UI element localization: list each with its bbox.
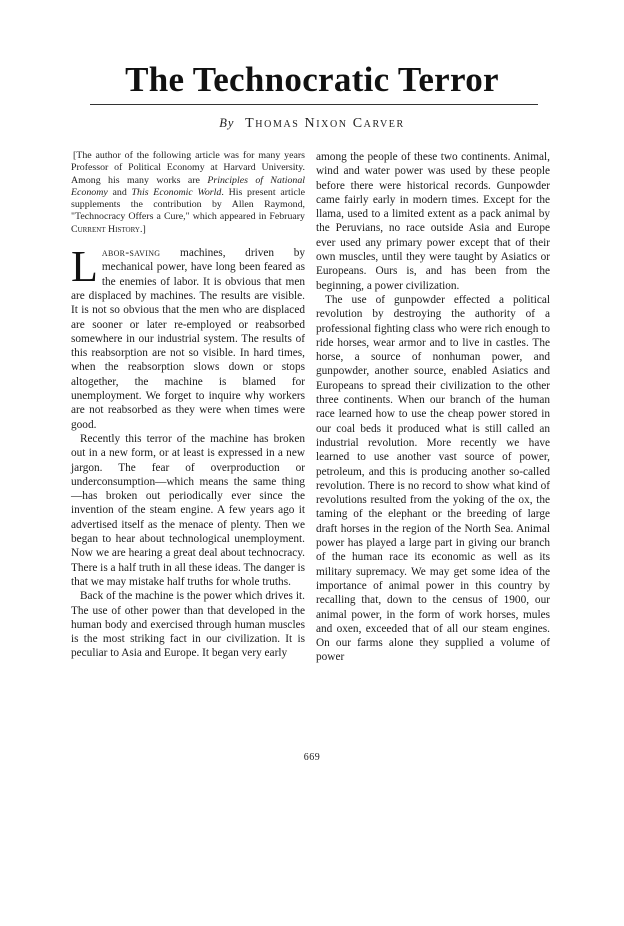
editor-note-close: .] [139,223,146,235]
right-column [316,150,550,665]
paragraph-3-continued: among the people of these two continents. Animal, wind and water power was used by these people before there were historical records. Gunpowder came fairly early in modern times. Except for the llama, used to a limited extent as a pack animal by the Peruvians, no race outside Asia and Europe ever used any primary power except that of their own muscles, until they were taught by Asiatics or Europeans. Ours is, and has been from the beginning, a power civilization. [316,151,550,292]
drop-cap: L [71,242,98,292]
author-name: Thomas Nixon Carver [245,116,405,131]
title-rule [90,104,538,105]
editor-note [71,150,305,236]
editor-note-work-2: This Economic World [131,186,222,198]
paragraph-1-text: machines, driven by mechanical power, have long been feared as the enemies of labor. It is obvious that men are displaced by machines. The results are visible. It is not so obvious that the men who are displaced are sooner or later re-employed or reabsorbed somewhere in our industrial system. The results of this reabsorption are not so visible. In hard times, when the reabsorption slows down or stops altogether, the machine is blamed for unemployment. We forget to inquire why workers are not reabsorbed as they were when times were good. [71,247,305,431]
editor-note-open: [The author of the following article was for many years Professor of Political Economy at Harvard University. Among his many works are [71,150,305,186]
editor-note-and: and [107,186,132,198]
paragraph-2: Recently this terror of the machine has broken out in a new form, or at least is expressed in a new jargon. The fear of overproduction or underconsumption—which means the same thing—has broken out periodically ever since the invention of the steam engine. A few years ago it advertised itself as the menace of plenty. Then we began to hear about technological unemployment. Now we are hearing a great deal about technocracy. There is a half truth in all these ideas. The danger is that we may mistake half truths for whole truths. [71,432,305,588]
paragraph-1 [71,242,305,432]
article-title: The Technocratic Terror [125,60,499,99]
byline [0,116,624,132]
editor-note-work-1: Principles of National Economy [71,174,306,198]
left-column [71,150,305,661]
paragraph-4: The use of gunpowder effected a political revolution by destroying the authority of a professional fighting class who were rich enough to ride horses, wear armor and to live in castles. The horse, a source of nonhuman power, and gunpowder, another source, enabled Asiatics and Europeans to spread their civilization to the other three continents. When our branch of the human race learned how to use the cheap power stored in our coal beds it produced what is still called an industrial revolution. More recently we have learned to use another vast source of power, petroleum, and this is producing another so-called revolution. There is no record to show what kind of revolutions resulted from the yoking of the ox, the taming of the elephant or the breeding of large draft horses in the region of the North Sea. Animal power has played a large part in giving our branch of the human race its economic as well as its military supremacy. We may get some idea of the importance of animal power in this country by recalling that, down to the census of 1900, our animal power, in the form of work horses, mules and oxen, exceeded that of all our steam engines. On our farms alone they supplied a volume of power [316,293,550,664]
lead-in-caps: abor-saving [101,247,161,260]
byline-prefix: By [219,116,235,130]
editor-note-mid: . His present article supplements the contribution by Allen Raymond, "Technocracy Offers a Cure," which appeared in February [71,186,305,223]
paragraph-3: Back of the machine is the power which drives it. The use of other power than that developed in the human body and exercised through human muscles is the most striking fact in our civilization. It is peculiar to Asia and Europe. It began very early [71,590,305,660]
editor-note-magazine: Current History [71,223,140,235]
page-number: 669 [303,752,321,763]
